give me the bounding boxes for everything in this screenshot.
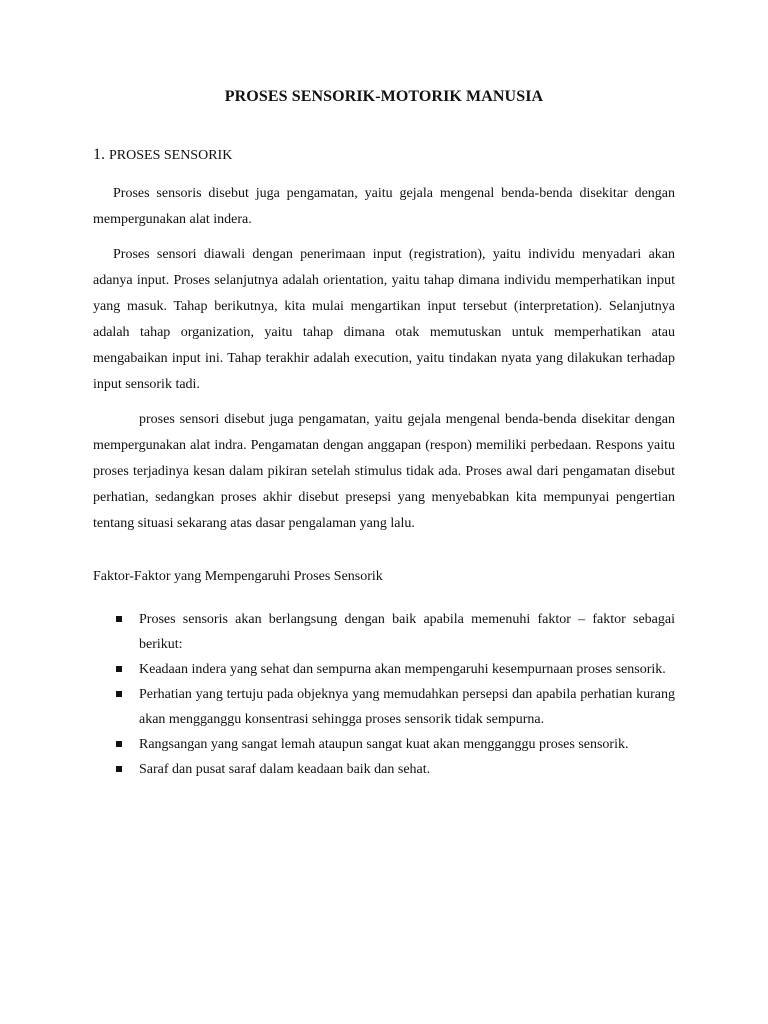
list-item — [93, 607, 675, 657]
list-item — [93, 732, 675, 757]
list-item — [93, 682, 675, 732]
list-item-text: Saraf dan pusat saraf dalam keadaan baik dan sehat. — [139, 762, 431, 777]
square-bullet-icon — [116, 666, 122, 672]
section-number: 1. — [93, 146, 105, 163]
paragraph: proses sensori disebut juga pengamatan, yaitu gejala mengenal benda-benda disekitar dengan mempergunakan alat indra. Pengamatan dengan anggapan (respon) memiliki perbedaan. Respons yaitu proses terjadinya kesan dalam pikiran setelah stimulus tidak ada. Proses awal dari pengamatan disebut perhatian, sedangkan proses akhir disebut presepsi yang menyebabkan kita mempunyai pengertian tentang situasi sekarang atas dasar pengalaman yang lalu. — [93, 412, 675, 531]
factors-heading: Faktor-Faktor yang Mempengaruhi Proses Sensorik — [93, 569, 383, 584]
list-item-text: Rangsangan yang sangat lemah ataupun sangat kuat akan mengganggu proses sensorik. — [139, 737, 629, 752]
square-bullet-icon — [116, 766, 122, 772]
paragraph: Proses sensori diawali dengan penerimaan input (registration), yaitu individu menyadari akan adanya input. Proses selanjutnya adalah orientation, yaitu tahap dimana individu memperhatikan input yang masuk. Tahap berikutnya, kita mulai mengartikan input tersebut (interpretation). Selanjutnya adalah tahap organization, yaitu tahap dimana otak memutuskan untuk memperhatikan atau mengabaikan input ini. Tahap terakhir adalah execution, yaitu tindakan nyata yang dilakukan terhadap input sensorik tadi. — [93, 247, 675, 392]
list-item — [93, 757, 675, 782]
square-bullet-icon — [116, 691, 122, 697]
paragraph: Proses sensoris disebut juga pengamatan, yaitu gejala mengenal benda-benda disekitar dengan mempergunakan alat indera. — [93, 186, 675, 227]
section-heading — [93, 146, 232, 164]
list-item-text: Proses sensoris akan berlangsung dengan baik apabila memenuhi faktor – faktor sebagai berikut: — [139, 612, 675, 652]
document-title: PROSES SENSORIK-MOTORIK MANUSIA — [224, 88, 544, 105]
factor-list — [93, 607, 675, 782]
list-item-text: Keadaan indera yang sehat dan sempurna akan mempengaruhi kesempurnaan proses sensorik. — [139, 662, 666, 677]
square-bullet-icon — [116, 616, 122, 622]
square-bullet-icon — [116, 741, 122, 747]
list-item-text: Perhatian yang tertuju pada objeknya yang memudahkan persepsi dan apabila perhatian kurang akan mengganggu konsentrasi sehingga proses sensorik tidak sempurna. — [139, 687, 675, 727]
list-item — [93, 657, 675, 682]
section-heading-text: PROSES SENSORIK — [109, 148, 233, 163]
